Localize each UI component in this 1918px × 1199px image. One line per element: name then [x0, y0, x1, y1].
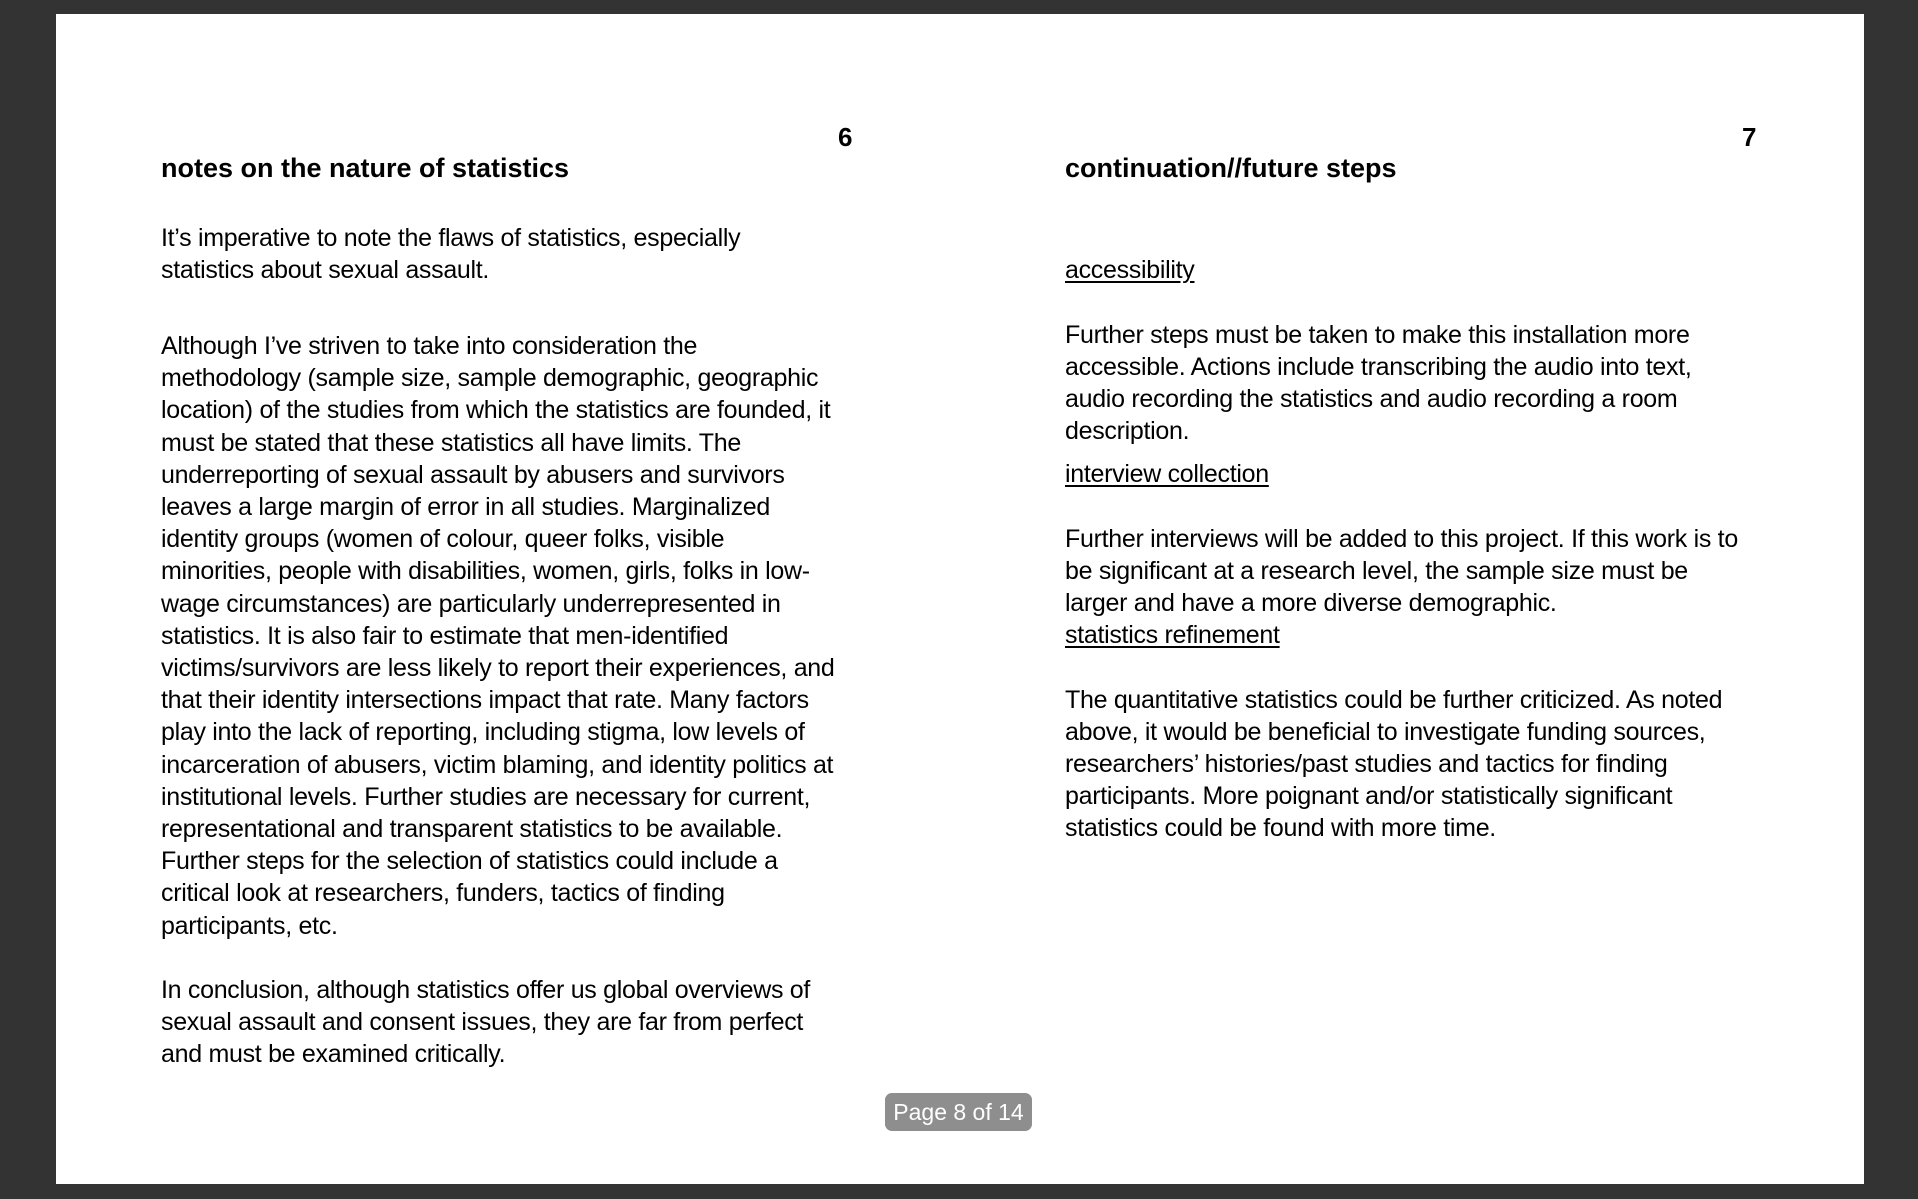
page-indicator: Page 8 of 14	[885, 1093, 1032, 1131]
left-paragraph-intro: It’s imperative to note the flaws of statistics, especially statistics about sexual assault.	[161, 224, 741, 285]
section-text-interview-collection: Further interviews will be added to this project. If this work is to be significant at a research level, the sample size must be larger and have a more diverse demographic.	[1065, 524, 1738, 618]
left-paragraph-methodology: Although I’ve striven to take into consideration the methodology (sample size, sample demographic, geographic location) of the studies from which the statistics are founded, it must be stated that these statistics all have limits. The underreporting of sexual assault by abusers and survivors leaves a large margin of error in all studies. Marginalized identity groups (women of colour, queer folks, visible minorities, people with disabilities, women, girls, folks in low- wage circumstances) are particularly underrepresented in statistics. It is also fair to estimate that men-identified victims/survivors are less likely to report their experiences, and that their identity intersections impact that rate. Many factors play into the lack of reporting, including stigma, low levels of incarceration of abusers, victim blaming, and identity politics at institutional levels. Further studies are necessary for current, representational and transparent statistics to be available. Further steps for the selection of statistics could include a critical look at researchers, funders, tactics of finding participants, etc.	[161, 332, 835, 940]
section-text-accessibility: Further steps must be taken to make this installation more accessible. Actions include transcribing the audio into text, audio recording the statistics and audio recording a room description.	[1065, 320, 1692, 446]
section-accessibility	[1065, 222, 1692, 447]
section-statistics-refinement	[1065, 587, 1722, 845]
left-paragraph-conclusion: In conclusion, although statistics offer us global overviews of sexual assault and consent issues, they are far from perfect and must be examined critically.	[161, 976, 811, 1069]
section-title-accessibility: accessibility	[1065, 256, 1195, 285]
section-title-statistics-refinement: statistics refinement	[1065, 621, 1280, 650]
page-number-right: 7	[1742, 122, 1757, 152]
section-text-statistics-refinement: The quantitative statistics could be further criticized. As noted above, it would be beneficial to investigate funding sources, researchers’ histories/past studies and tactics for finding participants. More poignant and/or statistically significant statistics could be found with more time.	[1065, 685, 1723, 843]
page-number-left: 6	[838, 122, 853, 152]
right-page-heading: continuation//future steps	[1065, 153, 1397, 183]
left-page-heading: notes on the nature of statistics	[161, 153, 570, 183]
document-spread[interactable]	[56, 14, 1864, 1184]
section-title-interview-collection: interview collection	[1065, 460, 1269, 489]
